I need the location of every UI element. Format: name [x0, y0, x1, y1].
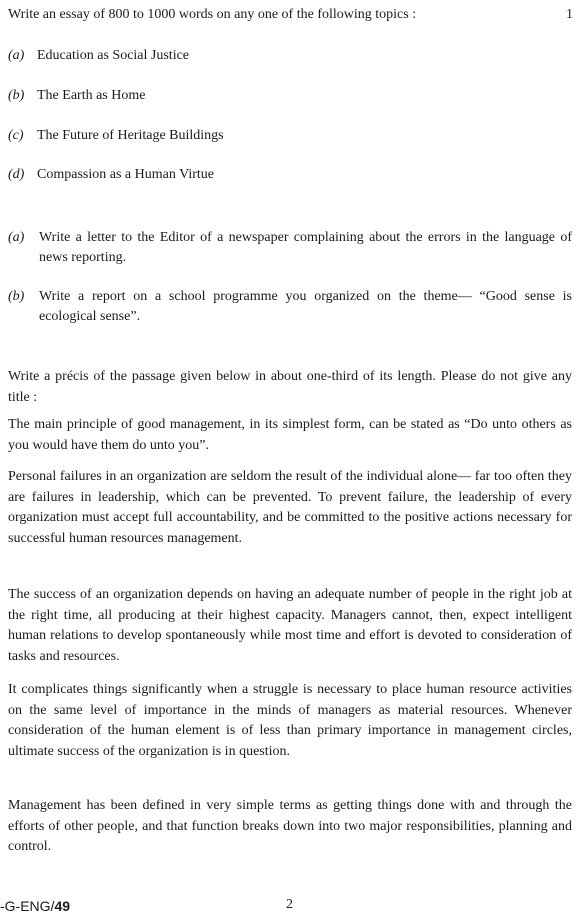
passage-paragraph: It complicates things significantly when a struggle is necessary to place human resource activities on the same level of importance in the minds of managers as material resources. Whenever consideration of the human element is of less than primary importance in management circles, ultimate success of the organization is in question.: [8, 682, 572, 759]
passage-paragraph: Personal failures in an organization are seldom the result of the individual alone— far too often they are failures in leadership, which can be prevented. To prevent failure, the leadership of every organization must accept full accountability, and be committed to the positive actions necessary for successful human resources management.: [8, 469, 572, 546]
item-text: Write a letter to the Editor of a newspaper complaining about the errors in the language of news reporting.: [39, 230, 572, 265]
essay-topic: [8, 127, 224, 145]
essay-topic: [8, 47, 189, 65]
topic-label: (d): [8, 167, 25, 182]
item-label: (b): [8, 289, 25, 304]
precis-instruction: Write a précis of the passage given below in about one-third of its length. Please do not give any title :: [8, 369, 572, 405]
essay-marks: 1: [566, 7, 573, 22]
paper-code-prefix: -G-ENG/: [0, 898, 55, 914]
letter-question: [8, 228, 572, 267]
passage-paragraph: The success of an organization depends on having an adequate number of people in the right job at the right time, all producing at their highest capacity. Managers cannot, then, expect intelligent human relations to develop spontaneously while most time and effort is devoted to consideration of tasks and resources.: [8, 587, 572, 664]
topic-text: The Earth as Home: [37, 88, 146, 103]
item-text: Write a report on a school programme you organized on the theme— “Good sense is ecological sense”.: [39, 289, 572, 324]
passage-paragraph: Management has been defined in very simple terms as getting things done with and through the efforts of other people, and that function breaks down into two major responsibilities, planning and control.: [8, 798, 572, 854]
essay-topic: [8, 87, 145, 105]
passage-paragraph: The main principle of good management, in its simplest form, can be stated as “Do unto others as you would have them do unto you”.: [8, 417, 572, 453]
item-label: (a): [8, 230, 25, 245]
topic-text: Compassion as a Human Virtue: [37, 167, 214, 182]
topic-text: The Future of Heritage Buildings: [37, 128, 224, 143]
essay-topic: [8, 166, 214, 184]
page-number: 2: [286, 897, 293, 912]
topic-text: Education as Social Justice: [37, 48, 190, 63]
topic-label: (b): [8, 88, 25, 103]
topic-label: (c): [8, 128, 24, 143]
paper-code-number: 49: [54, 898, 71, 914]
topic-label: (a): [8, 48, 25, 63]
essay-instruction: Write an essay of 800 to 1000 words on any one of the following topics :: [8, 7, 417, 22]
report-question: [8, 287, 572, 326]
paper-code: [0, 898, 70, 914]
